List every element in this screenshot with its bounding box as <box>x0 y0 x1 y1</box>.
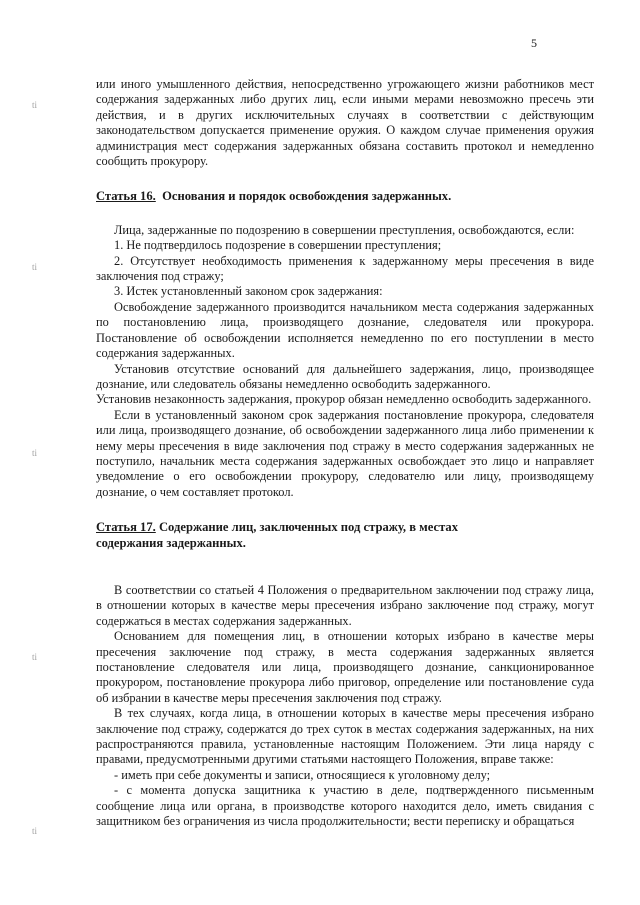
article-16-paragraph: Если в установленный законом срок задержания постановление прокурора, следователя или лица, производящего дознание, об освобождении задержанного лица либо применении к нему меры пресечения в виде заключения под стражу в место содержания задержанных не поступило, начальник места содержания задержанных освобождает это лицо и направляет уведомление о его освобождении прокурору, следователю или лицу, производящему дознание, о чем составляет протокол. <box>96 407 594 499</box>
page-number: 5 <box>531 36 537 50</box>
article-16-paragraph: 1. Не подтвердилось подозрение в совершении преступления; <box>114 238 442 253</box>
intro-paragraph: или иного умышленного действия, непосредственно угрожающего жизни работников мест содержания задержанных либо других лиц, если иными мерами невозможно пресечь эти действия, и в других исключительных случаях в соответствии с действующим законодательством допускается применение оружия. О каждом случае применения оружия администрация мест содержания задержанных обязана составить протокол и немедленно сообщить прокурору. <box>96 77 594 169</box>
margin-mark: ti <box>32 652 38 662</box>
article-16-heading <box>96 189 594 204</box>
article-16-paragraph: Установив отсутствие оснований для дальнейшего задержания, лицо, производящее дознание, или следователь обязаны немедленно освободить задержанного. <box>96 361 594 391</box>
article-16-paragraph: Лица, задержанные по подозрению в совершении преступления, освобождаются, если: <box>114 222 575 237</box>
article-17-number: Статья 17. <box>96 520 156 535</box>
article-17-paragraph: Основанием для помещения лиц, в отношении которых избрано в качестве меры пресечения заключение под стражу, в места содержания задержанных является постановление следователя или лица, производящего дознание, санкционированное прокурором, постановление прокурора либо приговор, определение или постановление суда об избрании в качестве меры пресечения заключения под стражу. <box>96 629 594 705</box>
article-17-paragraph: - иметь при себе документы и записи, относящиеся к уголовному делу; <box>114 767 491 782</box>
article-16-title: Основания и порядок освобождения задержанных. <box>162 189 452 204</box>
article-17-title-line2: содержания задержанных. <box>96 535 246 550</box>
article-17-title-line1: Содержание лиц, заключенных под стражу, в местах <box>158 520 459 535</box>
article-17-paragraph: В соответствии со статьей 4 Положения о предварительном заключении под стражу лица, в отношении которых в качестве меры пресечения избрано заключение под стражу, могут содержаться в местах содержания задержанных. <box>96 582 594 628</box>
article-16-number: Статья 16. <box>96 189 156 204</box>
article-16-paragraph: Установив незаконность задержания, прокурор обязан немедленно освободить задержанного. <box>96 392 592 407</box>
article-17-paragraph: - с момента допуска защитника к участию в деле, подтвержденного письменным сообщение лица или органа, в производстве которого находится дело, иметь свидания с защитником без ограничения из числа продолжительности; вести переписку и обращаться <box>96 783 594 829</box>
article-16-paragraph: 3. Истек установленный законом срок задержания: <box>114 284 383 299</box>
margin-mark: ti <box>32 262 38 272</box>
article-16-paragraph: 2. Отсутствует необходимость применения к задержанному меры пресечения в виде заключения под стражу; <box>96 253 594 284</box>
article-17-heading <box>96 520 594 551</box>
margin-mark: ti <box>32 826 38 836</box>
margin-mark: ti <box>32 100 38 110</box>
article-17-paragraph: В тех случаях, когда лица, в отношении которых в качестве меры пресечения избрано заключение под стражу, содержатся до трех суток в местах содержания задержанных, на них распространяются правила, установленные настоящим Положением. Эти лица наряду с правами, предусмотренными другими статьями настоящего Положения, вправе также: <box>96 706 594 767</box>
document-body <box>96 77 594 829</box>
margin-mark: ti <box>32 448 38 458</box>
article-16-paragraph: Освобождение задержанного производится начальником места содержания задержанных по постановлению лица, производящего дознание, следователя или прокурора. Постановление об освобождении исполняется немедленно по его поступлении в место содержания задержанных. <box>96 299 594 361</box>
